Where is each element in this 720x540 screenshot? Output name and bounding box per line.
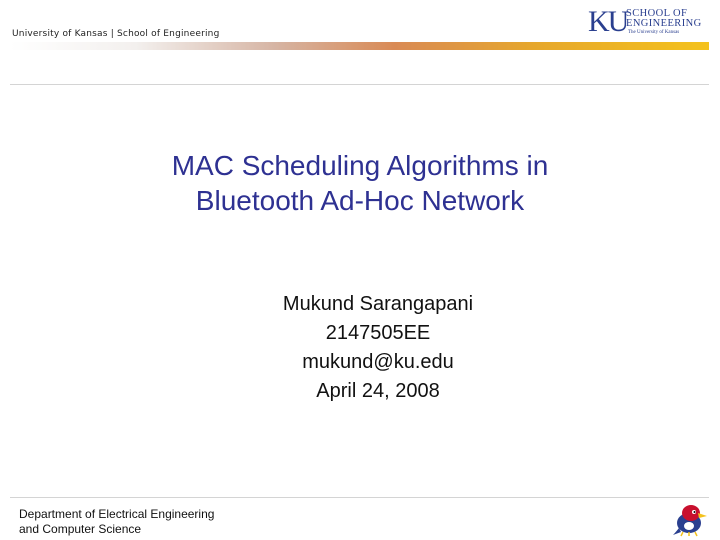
ku-school-of-engineering-logo (588, 6, 710, 38)
ku-logo-mark: KU (588, 5, 628, 38)
student-id: 2147505EE (325, 322, 431, 344)
header-text: University of Kansas | School of Engineering (12, 29, 220, 39)
slide-title (60, 148, 660, 218)
slide-title-line-1: MAC Scheduling Algorithms in (171, 150, 549, 181)
logo-line-school-of: SCHOOL OF (626, 8, 688, 19)
author-name: Mukund Sarangapani (282, 293, 474, 315)
slide-title-line-2: Bluetooth Ad-Hoc Network (195, 185, 525, 216)
header-gradient-bar (10, 42, 709, 50)
footer-department-line-1: Department of Electrical Engineering (19, 507, 215, 521)
author-email: mukund@ku.edu (302, 351, 454, 373)
bottom-divider (10, 497, 709, 498)
footer-department-line-2: and Computer Science (19, 522, 142, 536)
footer-department (19, 507, 214, 537)
logo-line-engineering: ENGINEERING (626, 18, 702, 29)
presentation-date: April 24, 2008 (316, 380, 440, 402)
jayhawk-mascot-icon (669, 501, 709, 537)
top-divider (10, 84, 709, 85)
logo-line-university: The University of Kansas (628, 30, 680, 35)
author-block (200, 290, 556, 406)
